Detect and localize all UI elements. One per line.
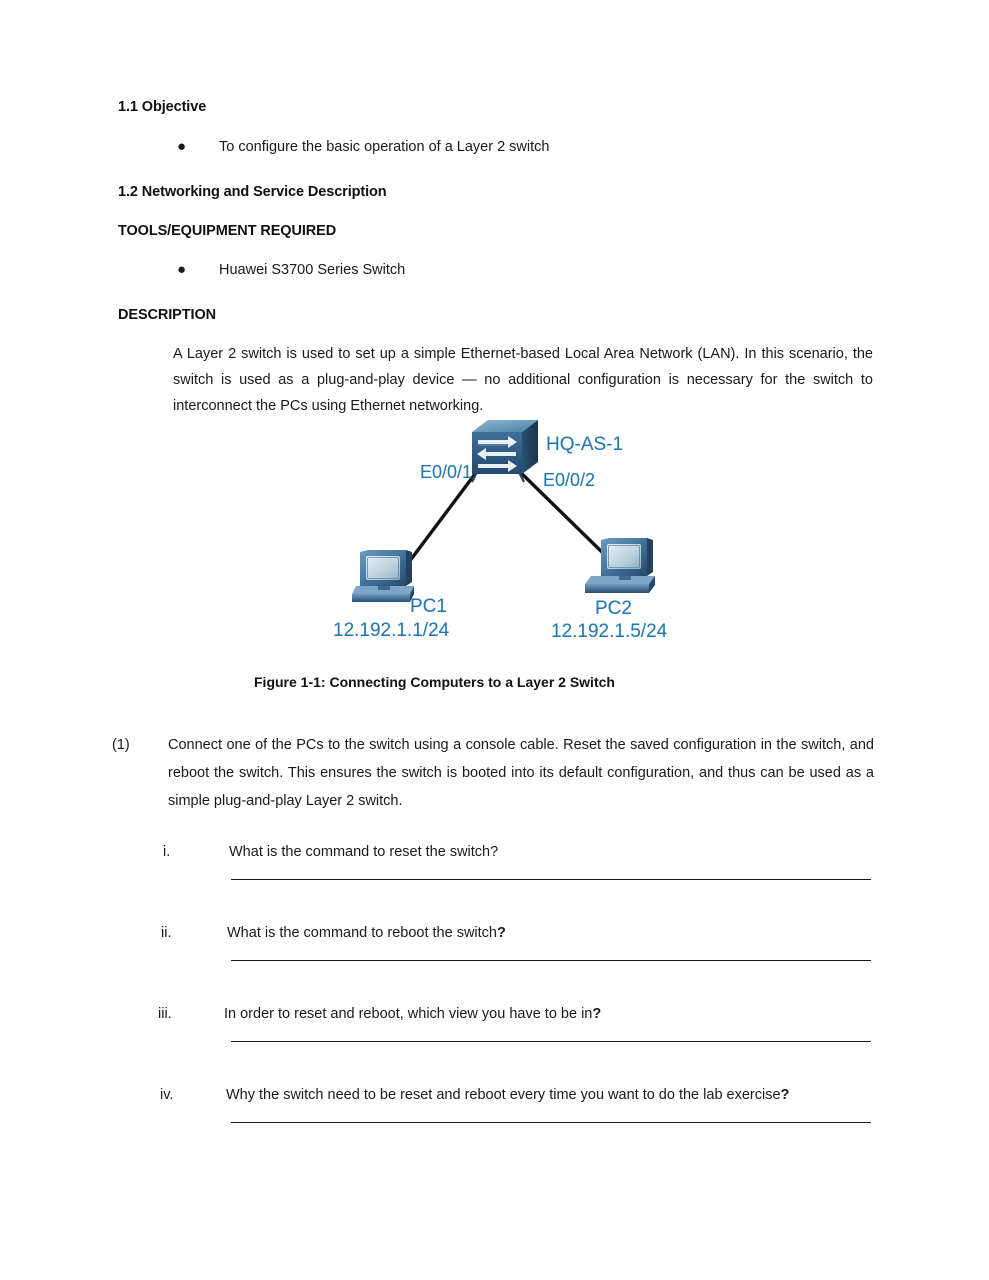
pc2-address-label: 12.192.1.5/24 bbox=[551, 621, 668, 642]
question-number: i. bbox=[163, 844, 171, 860]
answer-line-iv[interactable] bbox=[231, 1122, 871, 1123]
question-item-iii bbox=[158, 1003, 868, 1025]
step-marker: (1) bbox=[112, 737, 130, 753]
pc1-name-label: PC1 bbox=[410, 596, 447, 617]
bullet-tools bbox=[177, 262, 405, 278]
interface-label-e0-0-1: E0/0/1 bbox=[420, 462, 473, 482]
section-heading-description: DESCRIPTION bbox=[118, 307, 216, 323]
step-text: Connect one of the PCs to the switch using a console cable. Reset the saved configuration in the switch, and reboot the switch. This ensures the switch is booted into its default configuration, and thus can be used as a simple plug-and-play Layer 2 switch. bbox=[168, 737, 874, 809]
question-text: Why the switch need to be reset and reboot every time you want to do the lab exercise? bbox=[226, 1087, 790, 1103]
answer-line-i[interactable] bbox=[231, 879, 871, 880]
question-text: In order to reset and reboot, which view you have to be in? bbox=[224, 1006, 602, 1022]
section-heading-objective: 1.1 Objective bbox=[118, 99, 207, 115]
question-number: iv. bbox=[160, 1087, 174, 1103]
pc1-address-label: 12.192.1.1/24 bbox=[333, 620, 450, 641]
bullet-tools-text: Huawei S3700 Series Switch bbox=[219, 262, 406, 278]
network-diagram bbox=[300, 410, 720, 655]
section-heading-tools: TOOLS/EQUIPMENT REQUIRED bbox=[118, 223, 337, 239]
question-item-ii bbox=[161, 922, 871, 944]
bullet-dot-icon: ● bbox=[177, 138, 187, 155]
bullet-objective-text: To configure the basic operation of a Layer 2 switch bbox=[219, 139, 550, 155]
section-heading-networking: 1.2 Networking and Service Description bbox=[118, 184, 387, 200]
switch-icon bbox=[472, 420, 538, 482]
cable-switch-to-pc1 bbox=[403, 470, 478, 570]
bullet-dot-icon: ● bbox=[177, 261, 187, 278]
pc2-name-label: PC2 bbox=[595, 598, 632, 619]
description-paragraph: A Layer 2 switch is used to set up a simple Ethernet-based Local Area Network (LAN). In this scenario, the switch is used as a plug-and-play device — no additional configuration is necessary for the switch to interconnect the PCs using Ethernet networking. bbox=[173, 346, 873, 414]
interface-label-e0-0-2: E0/0/2 bbox=[543, 470, 596, 490]
network-diagram-canvas bbox=[300, 410, 720, 655]
switch-name-label: HQ-AS-1 bbox=[546, 434, 624, 455]
pc1-icon bbox=[352, 550, 414, 602]
question-item-i bbox=[163, 841, 873, 863]
answer-line-iii[interactable] bbox=[231, 1041, 871, 1042]
question-item-iv bbox=[160, 1084, 882, 1106]
answer-line-ii[interactable] bbox=[231, 960, 871, 961]
figure-caption: Figure 1-1: Connecting Computers to a Layer 2 Switch bbox=[254, 674, 615, 690]
question-text: What is the command to reset the switch? bbox=[229, 844, 499, 860]
question-text: What is the command to reboot the switch? bbox=[227, 925, 506, 941]
question-number: iii. bbox=[158, 1006, 172, 1022]
question-number: ii. bbox=[161, 925, 172, 941]
numbered-step-1 bbox=[112, 731, 874, 815]
bullet-objective bbox=[177, 139, 549, 155]
